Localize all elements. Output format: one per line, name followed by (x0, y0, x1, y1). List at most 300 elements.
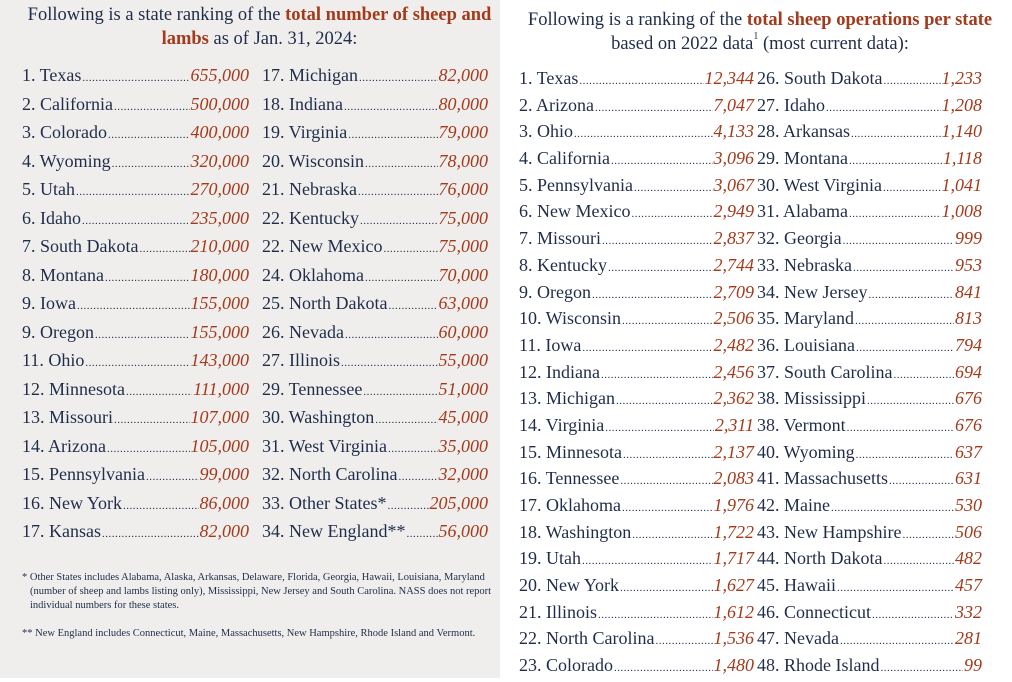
ranking-row (519, 412, 754, 439)
state-label: 3. Colorado (22, 122, 107, 142)
heading-highlight: total sheep operations per state (746, 10, 993, 30)
state-label: 16. Tennessee (519, 468, 620, 489)
state-label: 19. Virginia (262, 122, 348, 142)
ranking-value: 99 (964, 655, 982, 676)
state-label: 43. New Hampshire (757, 521, 902, 542)
ranking-row (519, 359, 754, 386)
state-label: 17. Oklahoma (519, 495, 621, 515)
ranking-value: 79,000 (438, 122, 488, 142)
state-label: 33. Other States* (262, 492, 387, 513)
state-label: 31. West Virginia (262, 435, 387, 456)
dot-leader (620, 575, 712, 602)
ranking-value: 1,140 (941, 121, 982, 142)
dot-leader (146, 463, 199, 492)
dot-leader (582, 548, 713, 575)
ranking-value: 999 (955, 228, 982, 249)
ranking-value: 953 (955, 254, 982, 275)
ranking-row (519, 65, 754, 92)
heading-text: Following is a ranking of the (527, 10, 747, 30)
dot-leader (894, 362, 955, 389)
footnote-marker: 1 (753, 31, 759, 42)
dot-leader (598, 602, 712, 629)
ranking-row (262, 261, 488, 290)
ranking-value: 105,000 (190, 435, 249, 456)
ranking-row (519, 198, 754, 225)
state-label: 42. Maine (757, 495, 830, 515)
ranking-value: 320,000 (190, 150, 249, 171)
dot-leader (102, 520, 199, 549)
dot-leader (387, 492, 428, 521)
state-label: 26. Nevada (262, 321, 344, 342)
state-label: 28. Arkansas (757, 121, 850, 142)
heading-highlight: total number of sheep and lambs (161, 5, 492, 49)
ranking-row (757, 92, 982, 119)
ranking-row (22, 403, 249, 432)
state-label: 22. New Mexico (262, 236, 383, 256)
state-label: 13. Missouri (22, 407, 114, 427)
dot-leader (872, 602, 954, 629)
state-label: 47. Nevada (757, 628, 839, 649)
ranking-row (262, 318, 488, 347)
ranking-value: 76,000 (438, 179, 488, 199)
state-label: 27. Illinois (262, 350, 341, 370)
ranking-row (22, 489, 249, 518)
state-label: 7. Missouri (519, 228, 602, 249)
ranking-value: 1,233 (941, 68, 982, 88)
dot-leader (375, 406, 437, 435)
ranking-row (519, 492, 754, 519)
state-label: 11. Ohio (22, 350, 85, 370)
ranking-value: 2,949 (713, 201, 754, 222)
ranking-value: 813 (955, 308, 982, 329)
ranking-value: 1,008 (941, 201, 982, 222)
ranking-row (519, 225, 754, 252)
dot-leader (889, 468, 954, 495)
ranking-value: 60,000 (438, 321, 488, 342)
dot-leader (365, 264, 438, 293)
ranking-row (22, 61, 249, 90)
ranking-value: 4,133 (713, 121, 754, 142)
dot-leader (579, 68, 703, 95)
ranking-value: 1,722 (713, 521, 754, 542)
ranking-row (262, 517, 488, 546)
state-label: 12. Minnesota (22, 378, 125, 399)
state-label: 24. Oklahoma (262, 264, 364, 285)
dot-leader (95, 321, 190, 350)
ranking-value: 1,208 (941, 94, 982, 115)
ranking-value: 1,717 (713, 548, 754, 569)
dot-leader (851, 121, 941, 148)
state-label: 17. Michigan (262, 65, 358, 85)
ranking-value: 2,837 (713, 228, 754, 249)
ranking-value: 1,627 (713, 575, 754, 596)
state-label: 21. Nebraska (262, 179, 357, 199)
state-label: 2. California (22, 93, 113, 114)
dot-leader (622, 495, 713, 522)
dot-leader (114, 93, 190, 122)
ranking-row (22, 289, 249, 318)
dot-leader (406, 520, 437, 549)
state-label: 14. Arizona (22, 435, 106, 456)
state-label: 6. New Mexico (519, 201, 631, 222)
state-label: 8. Montana (22, 264, 104, 285)
state-label: 44. North Dakota (757, 548, 883, 569)
ranking-value: 107,000 (190, 407, 249, 427)
ranking-row (22, 261, 249, 290)
ranking-row (262, 61, 488, 90)
dot-leader (140, 235, 190, 264)
ranking-row (22, 204, 249, 233)
ranking-row (22, 318, 249, 347)
dot-leader (655, 628, 712, 655)
ranking-value: 2,709 (713, 281, 754, 302)
ranking-value: 7,047 (713, 94, 754, 115)
state-label: 37. South Carolina (757, 361, 893, 382)
state-label: 33. Nebraska (757, 254, 852, 275)
ranking-row (519, 279, 754, 306)
state-label: 27. Idaho (757, 94, 825, 115)
state-label: 15. Pennsylvania (22, 464, 145, 484)
dot-leader (383, 235, 437, 264)
ranking-value: 63,000 (438, 293, 488, 313)
state-label: 6. Idaho (22, 207, 81, 228)
ranking-value: 270,000 (190, 179, 249, 199)
ranking-value: 1,976 (713, 495, 754, 515)
dot-leader (398, 463, 437, 492)
dot-leader (849, 148, 942, 175)
dot-leader (622, 308, 713, 335)
ranking-value: 2,744 (713, 254, 754, 275)
dot-leader (856, 335, 954, 362)
ranking-row (519, 332, 754, 359)
ranking-value: 12,344 (704, 68, 754, 88)
state-label: 9. Oregon (519, 281, 591, 302)
ranking-value: 70,000 (438, 264, 488, 285)
ranking-value: 55,000 (438, 350, 488, 370)
dot-leader (867, 388, 954, 415)
ranking-row (757, 439, 982, 466)
ranking-row (757, 145, 982, 172)
ranking-value: 506 (955, 521, 982, 542)
ranking-row (757, 572, 982, 599)
ranking-row (757, 492, 982, 519)
dot-leader (592, 282, 713, 309)
ranking-row (519, 385, 754, 412)
sheep-operations-column-1 (519, 65, 754, 679)
ranking-value: 2,362 (713, 388, 754, 409)
heading-text: Following is a state ranking of the (27, 5, 286, 25)
ranking-value: 75,000 (438, 207, 488, 228)
dot-leader (595, 95, 713, 122)
dot-leader (843, 228, 954, 255)
dot-leader (112, 150, 190, 179)
state-label: 1. Texas (519, 68, 579, 88)
ranking-row (757, 305, 982, 332)
ranking-value: 655,000 (190, 65, 249, 85)
ranking-value: 637 (955, 441, 982, 462)
ranking-value: 281 (955, 628, 982, 649)
state-label: 3. Ohio (519, 121, 573, 142)
ranking-value: 56,000 (438, 521, 488, 541)
state-label: 19. Utah (519, 548, 581, 569)
state-label: 20. Wisconsin (262, 150, 364, 171)
state-label: 23. Colorado (519, 655, 613, 676)
dot-leader (883, 548, 954, 575)
ranking-row (757, 545, 982, 572)
dot-leader (123, 492, 198, 521)
heading-text: (most current data): (758, 34, 909, 54)
state-label: 29. Tennessee (262, 378, 363, 399)
ranking-row (757, 118, 982, 145)
ranking-row (262, 432, 488, 461)
state-label: 25. North Dakota (262, 293, 388, 313)
ranking-value: 841 (955, 281, 982, 302)
state-label: 36. Louisiana (757, 334, 855, 355)
ranking-row (519, 599, 754, 626)
dot-leader (601, 362, 713, 389)
ranking-value: 2,137 (713, 441, 754, 462)
ranking-row (22, 147, 249, 176)
ranking-row (262, 175, 488, 204)
state-label: 30. West Virginia (757, 174, 882, 195)
ranking-row (519, 145, 754, 172)
sheep-lambs-heading (22, 3, 497, 51)
ranking-row (519, 545, 754, 572)
state-label: 45. Hawaii (757, 575, 836, 596)
ranking-value: 1,118 (942, 148, 982, 169)
state-label: 12. Indiana (519, 361, 600, 382)
ranking-row (262, 118, 488, 147)
dot-leader (363, 378, 437, 407)
state-label: 32. Georgia (757, 228, 842, 249)
dot-leader (616, 388, 713, 415)
ranking-value: 45,000 (438, 407, 488, 427)
state-label: 20. New York (519, 575, 620, 596)
dot-leader (365, 150, 438, 179)
ranking-value: 99,000 (199, 464, 249, 484)
state-label: 13. Michigan (519, 388, 615, 409)
ranking-value: 155,000 (190, 293, 249, 313)
footnote-other-states: * Other States includes Alabama, Alaska, Arkansas, Delaware, Florida, Georgia, Hawaii, Louisiana, Maryland (number of sheep and lambs listing only), Mississippi, New Jersey and South Carolina. NASS does not report individual numbers for these states. (22, 572, 492, 611)
dot-leader (345, 321, 438, 350)
state-label: 9. Oregon (22, 321, 94, 342)
ranking-row (757, 465, 982, 492)
state-label: 22. North Carolina (519, 628, 655, 649)
ranking-row (757, 332, 982, 359)
dot-leader (388, 435, 438, 464)
ranking-row (519, 305, 754, 332)
state-label: 10. Wisconsin (519, 308, 621, 329)
ranking-value: 75,000 (438, 236, 488, 256)
ranking-row (757, 65, 982, 92)
ranking-row (757, 279, 982, 306)
state-label: 29. Montana (757, 148, 848, 169)
ranking-value: 2,083 (713, 468, 754, 489)
dot-leader (840, 628, 954, 655)
ranking-value: 530 (955, 495, 982, 515)
state-label: 8. Kentucky (519, 254, 607, 275)
state-label: 26. South Dakota (757, 68, 883, 88)
state-label: 34. New England** (262, 521, 406, 541)
ranking-value: 500,000 (190, 93, 249, 114)
ranking-row (519, 439, 754, 466)
dot-leader (620, 468, 712, 495)
heading-text: based on 2022 data (611, 34, 754, 54)
ranking-row (757, 252, 982, 279)
state-label: 48. Rhode Island (757, 655, 880, 676)
ranking-row (757, 652, 982, 679)
footnote-new-england: ** New England includes Connecticut, Maine, Massachusetts, New Hampshire, Rhode Island and Vermont. (22, 628, 476, 639)
ranking-row (262, 403, 488, 432)
state-label: 14. Virginia (519, 414, 605, 435)
ranking-row (262, 204, 488, 233)
dot-leader (126, 378, 192, 407)
ranking-row (519, 172, 754, 199)
dot-leader (883, 175, 941, 202)
ranking-value: 676 (955, 388, 982, 409)
dot-leader (82, 64, 189, 93)
ranking-value: 51,000 (438, 378, 488, 399)
ranking-row (262, 232, 488, 261)
dot-leader (634, 175, 713, 202)
ranking-value: 457 (955, 575, 982, 596)
ranking-row (519, 118, 754, 145)
dot-leader (902, 522, 954, 549)
ranking-value: 794 (955, 334, 982, 355)
ranking-row (757, 225, 982, 252)
ranking-row (262, 147, 488, 176)
state-label: 15. Minnesota (519, 441, 622, 462)
ranking-row (22, 90, 249, 119)
ranking-value: 205,000 (429, 492, 488, 513)
ranking-value: 80,000 (438, 93, 488, 114)
ranking-row (22, 232, 249, 261)
dot-leader (359, 64, 438, 93)
dot-leader (826, 95, 941, 122)
dot-leader (107, 435, 190, 464)
dot-leader (605, 415, 714, 442)
state-label: 32. North Carolina (262, 464, 398, 484)
footnotes (22, 571, 492, 641)
sheep-operations-heading (518, 8, 1002, 56)
state-label: 5. Utah (22, 179, 75, 199)
ranking-row (757, 599, 982, 626)
ranking-row (519, 572, 754, 599)
ranking-row (519, 92, 754, 119)
ranking-row (519, 625, 754, 652)
ranking-value: 78,000 (438, 150, 488, 171)
ranking-row (757, 198, 982, 225)
state-label: 5. Pennsylvania (519, 174, 633, 195)
ranking-value: 82,000 (438, 65, 488, 85)
ranking-value: 3,067 (713, 174, 754, 195)
ranking-value: 32,000 (438, 464, 488, 484)
state-label: 9. Iowa (22, 293, 76, 313)
ranking-row (22, 175, 249, 204)
ranking-row (519, 465, 754, 492)
state-label: 7. South Dakota (22, 236, 139, 256)
ranking-value: 82,000 (199, 521, 249, 541)
state-label: 38. Mississippi (757, 388, 867, 409)
ranking-value: 143,000 (190, 350, 249, 370)
ranking-row (22, 460, 249, 489)
dot-leader (388, 292, 437, 321)
dot-leader (623, 442, 713, 469)
state-label: 18. Indiana (262, 93, 343, 114)
ranking-row (757, 359, 982, 386)
dot-leader (837, 575, 954, 602)
state-label: 17. Kansas (22, 521, 101, 541)
ranking-value: 180,000 (190, 264, 249, 285)
dot-leader (608, 255, 713, 282)
ranking-value: 694 (955, 361, 982, 382)
ranking-row (262, 489, 488, 518)
ranking-value: 2,482 (713, 334, 754, 355)
state-label: 40. Wyoming (757, 441, 855, 462)
state-label: 11. Iowa (519, 334, 582, 355)
ranking-value: 111,000 (193, 378, 249, 399)
sheep-operations-column-2 (757, 65, 982, 679)
ranking-row (757, 412, 982, 439)
ranking-row (22, 517, 249, 546)
ranking-row (757, 385, 982, 412)
dot-leader (82, 207, 190, 236)
ranking-value: 1,480 (713, 655, 754, 676)
ranking-value: 1,612 (713, 601, 754, 622)
state-label: 1. Texas (22, 65, 82, 85)
dot-leader (855, 308, 954, 335)
ranking-row (262, 460, 488, 489)
heading-text: as of Jan. 31, 2024: (208, 29, 358, 49)
state-label: 41. Massachusetts (757, 468, 888, 489)
dot-leader (831, 495, 954, 522)
ranking-row (262, 90, 488, 119)
ranking-value: 2,311 (714, 414, 754, 435)
ranking-value: 210,000 (190, 236, 249, 256)
dot-leader (868, 282, 954, 309)
ranking-row (262, 289, 488, 318)
dot-leader (574, 121, 713, 148)
state-label: 35. Maryland (757, 308, 854, 329)
sheep-lambs-column-2 (262, 61, 488, 546)
ranking-row (757, 625, 982, 652)
ranking-row (262, 375, 488, 404)
state-label: 31. Alabama (757, 201, 848, 222)
dot-leader (631, 201, 712, 228)
ranking-value: 35,000 (438, 435, 488, 456)
ranking-value: 1,536 (713, 628, 754, 649)
dot-leader (344, 93, 438, 122)
dot-leader (847, 415, 954, 442)
state-label: 38. Vermont (757, 414, 846, 435)
ranking-value: 1,041 (941, 174, 982, 195)
ranking-value: 332 (955, 601, 982, 622)
dot-leader (105, 264, 190, 293)
dot-leader (77, 292, 190, 321)
state-label: 18. Washington (519, 521, 632, 542)
dot-leader (76, 178, 190, 207)
dot-leader (341, 349, 437, 378)
sheep-lambs-column-1 (22, 61, 249, 546)
ranking-row (22, 118, 249, 147)
dot-leader (360, 207, 438, 236)
ranking-value: 3,096 (713, 148, 754, 169)
ranking-row (519, 652, 754, 679)
dot-leader (582, 335, 712, 362)
dot-leader (348, 121, 437, 150)
ranking-row (22, 432, 249, 461)
ranking-value: 2,456 (713, 361, 754, 382)
